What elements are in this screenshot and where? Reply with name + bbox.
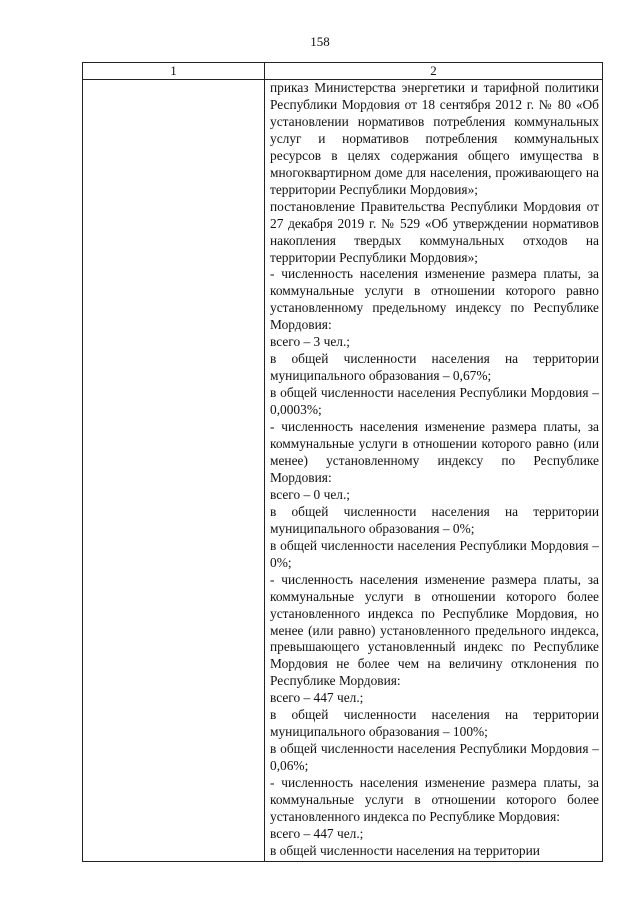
paragraph: в общей численности населения Республики Мордовия – 0,0003%; [270, 385, 599, 418]
paragraph: в общей численности населения Республики Мордовия – 0%; [270, 537, 599, 570]
paragraph: - численность населения изменение размера платы, за коммунальные услуги в отношении которого равно (или менее) установленному индексу по Республике Мордовия: [270, 419, 599, 485]
paragraph: всего – 447 чел.; [270, 690, 364, 706]
column-2-cell [265, 80, 603, 862]
paragraph: в общей численности населения на территории муниципального образования – 100%; [270, 707, 599, 740]
paragraph: приказ Министерства энергетики и тарифной политики Республики Мордовия от 18 сентября 2012 г. № 80 «Об установлении нормативов потребления коммунальных услуг и нормативов потребления коммунальных ресурсов в целях содержания общего имущества в многоквартирном доме для населения, проживающего на территории Республики Мордовия»; [270, 80, 599, 197]
document-table [82, 62, 603, 862]
page-number: 158 [310, 34, 330, 49]
paragraph: - численность населения изменение размера платы, за коммунальные услуги в отношении которого более установленного индекса по Республике Мордовия: [270, 775, 599, 824]
paragraph: постановление Правительства Республики Мордовия от 27 декабря 2019 г. № 529 «Об утверждении нормативов накопления твердых коммунальных отходов на территории Республики Мордовия»; [270, 198, 599, 265]
table-header-row [83, 63, 603, 80]
paragraph: в общей численности населения на территории муниципального образования – 0,67%; [270, 351, 599, 384]
paragraph: всего – 0 чел.; [270, 486, 351, 502]
table-row [83, 80, 603, 862]
paragraph: в общей численности населения на территории [270, 842, 540, 858]
paragraph: всего – 3 чел.; [270, 334, 351, 350]
paragraph: в общей численности населения на территории муниципального образования – 0%; [270, 503, 599, 536]
column-header-1: 1 [83, 63, 265, 80]
paragraph: всего – 447 чел.; [270, 825, 364, 841]
paragraph: - численность населения изменение размера платы, за коммунальные услуги в отношении которого равно установленному предельному индексу по Республике Мордовия: [270, 266, 599, 333]
column-header-2: 2 [265, 63, 603, 80]
column-1-cell [83, 80, 265, 862]
paragraph: в общей численности населения Республики Мордовия – 0,06%; [270, 741, 599, 774]
paragraph: - численность населения изменение размера платы, за коммунальные услуги в отношении которого более установленного индекса по Республике Мордовия, но менее (или равно) установленного предельного индекса, превышающего установленный индекс по Республике Мордовия не более чем на величину отклонения по Республике Мордовия: [270, 571, 599, 689]
